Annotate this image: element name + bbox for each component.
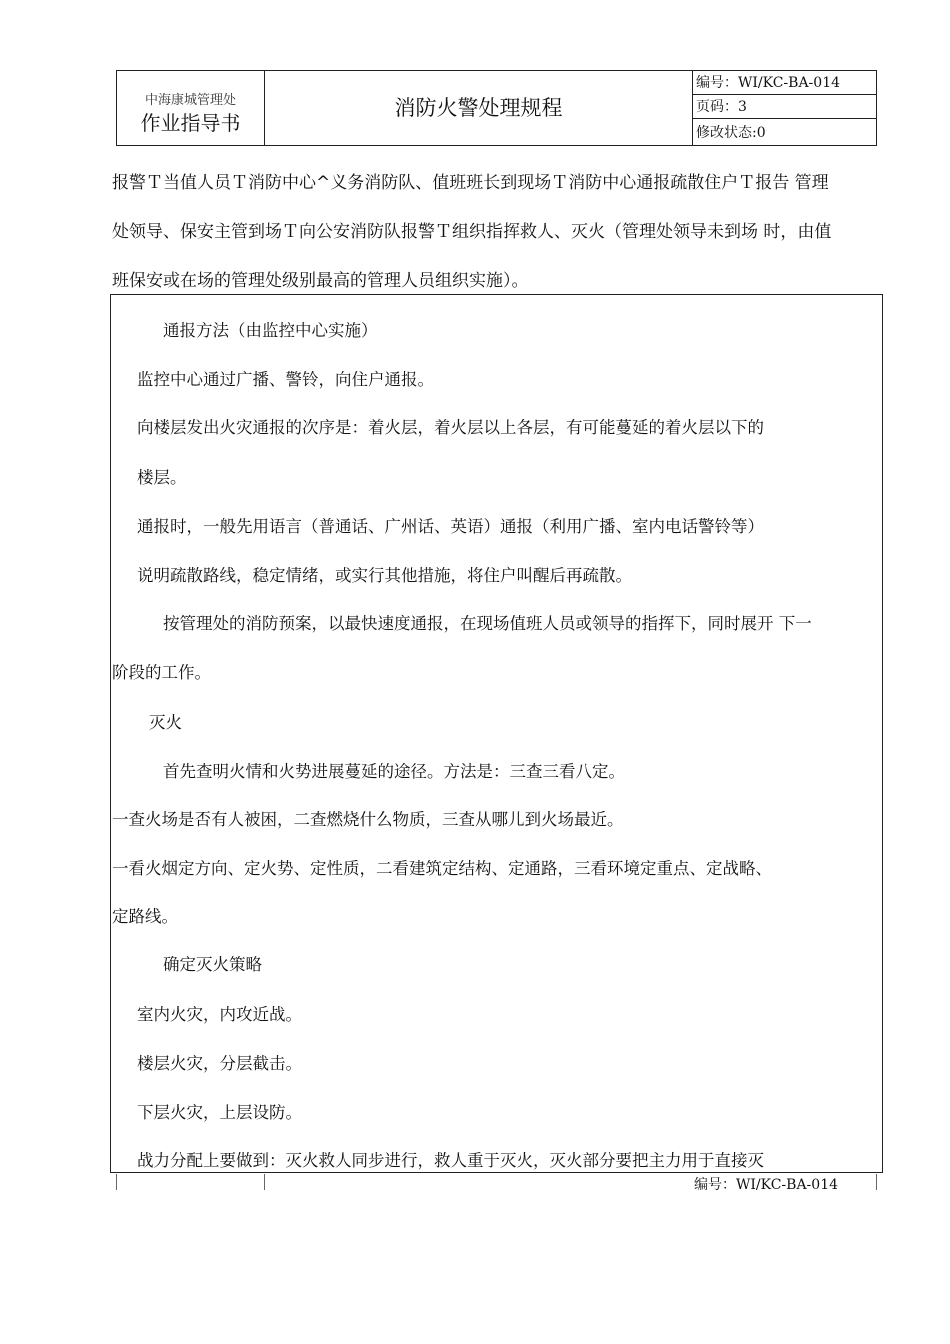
section-heading-notification: 通报方法（由监控中心实施） [163, 321, 378, 340]
section-heading-strategy: 确定灭火策略 [163, 955, 262, 974]
content-line: 监控中心通过广播、警铃，向住户通报。 [137, 370, 434, 389]
section-heading-firefighting: 灭火 [149, 713, 182, 732]
meta-page-number: 页码：3 [693, 95, 876, 119]
document-title: 消防火警处理规程 [265, 71, 693, 145]
content-line: 按管理处的消防预案，以最快速度通报，在现场值班人员或领导的指挥下，同时展开 下一 [163, 614, 812, 633]
header-border-fragment [264, 1174, 265, 1190]
procedure-content-box [110, 294, 883, 1173]
content-line: 战力分配上要做到：灭火救人同步进行，救人重于灭火，灭火部分要把主力用于直接灭 [137, 1151, 764, 1170]
header-left-cell [117, 71, 265, 145]
content-line: 首先查明火情和火势进展蔓延的途径。方法是：三查三看八定。 [163, 762, 625, 781]
organization-name: 中海康城管理处 [144, 93, 236, 108]
content-line: 楼层。 [137, 468, 187, 487]
content-line: 楼层火灾，分层截击。 [137, 1054, 302, 1073]
document-type: 作业指导书 [140, 111, 241, 135]
header-meta-cell [693, 71, 876, 145]
content-line: 定路线。 [112, 907, 178, 926]
content-line: 通报时，一般先用语言（普通话、广州话、英语）通报（利用广播、室内电话警铃等） [137, 517, 764, 536]
meta-document-number: 编号：WI/KC-BA-014 [693, 71, 876, 95]
content-line: 室内火灾，内攻近战。 [137, 1005, 302, 1024]
intro-line: 报警Ｔ当值人员Ｔ消防中心^义务消防队、值班班长到现场Ｔ消防中心通报疏散住户Ｔ报告 管理 [112, 173, 829, 193]
header-border-fragment [116, 1174, 117, 1190]
meta-revision-status: 修改状态:0 [696, 125, 766, 141]
intro-line: 处领导、保安主管到场Ｔ向公安消防队报警Ｔ组织指挥救人、灭火（管理处领导未到场 时，由值 [112, 222, 832, 242]
content-line: 下层火灾，上层设防。 [137, 1103, 302, 1122]
header-border-fragment [876, 1174, 877, 1190]
content-line: 向楼层发出火灾通报的次序是：着火层，着火层以上各层，有可能蔓延的着火层以下的 [137, 418, 764, 437]
document-header-table [116, 70, 877, 146]
content-line: 说明疏散路线，稳定情绪，或实行其他措施，将住户叫醒后再疏散。 [137, 566, 632, 585]
content-line: 阶段的工作。 [112, 663, 211, 682]
intro-line: 班保安或在场的管理处级别最高的管理人员组织实施）。 [112, 271, 529, 291]
content-line: 一看火烟定方向、定火势、定性质，二看建筑定结构、定通路，三看环境定重点、定战略、 [112, 859, 772, 878]
next-page-document-number: 编号：WI/KC-BA-014 [694, 1177, 839, 1193]
content-line: 一查火场是否有人被困，二查燃烧什么物质，三查从哪儿到火场最近。 [112, 810, 624, 829]
